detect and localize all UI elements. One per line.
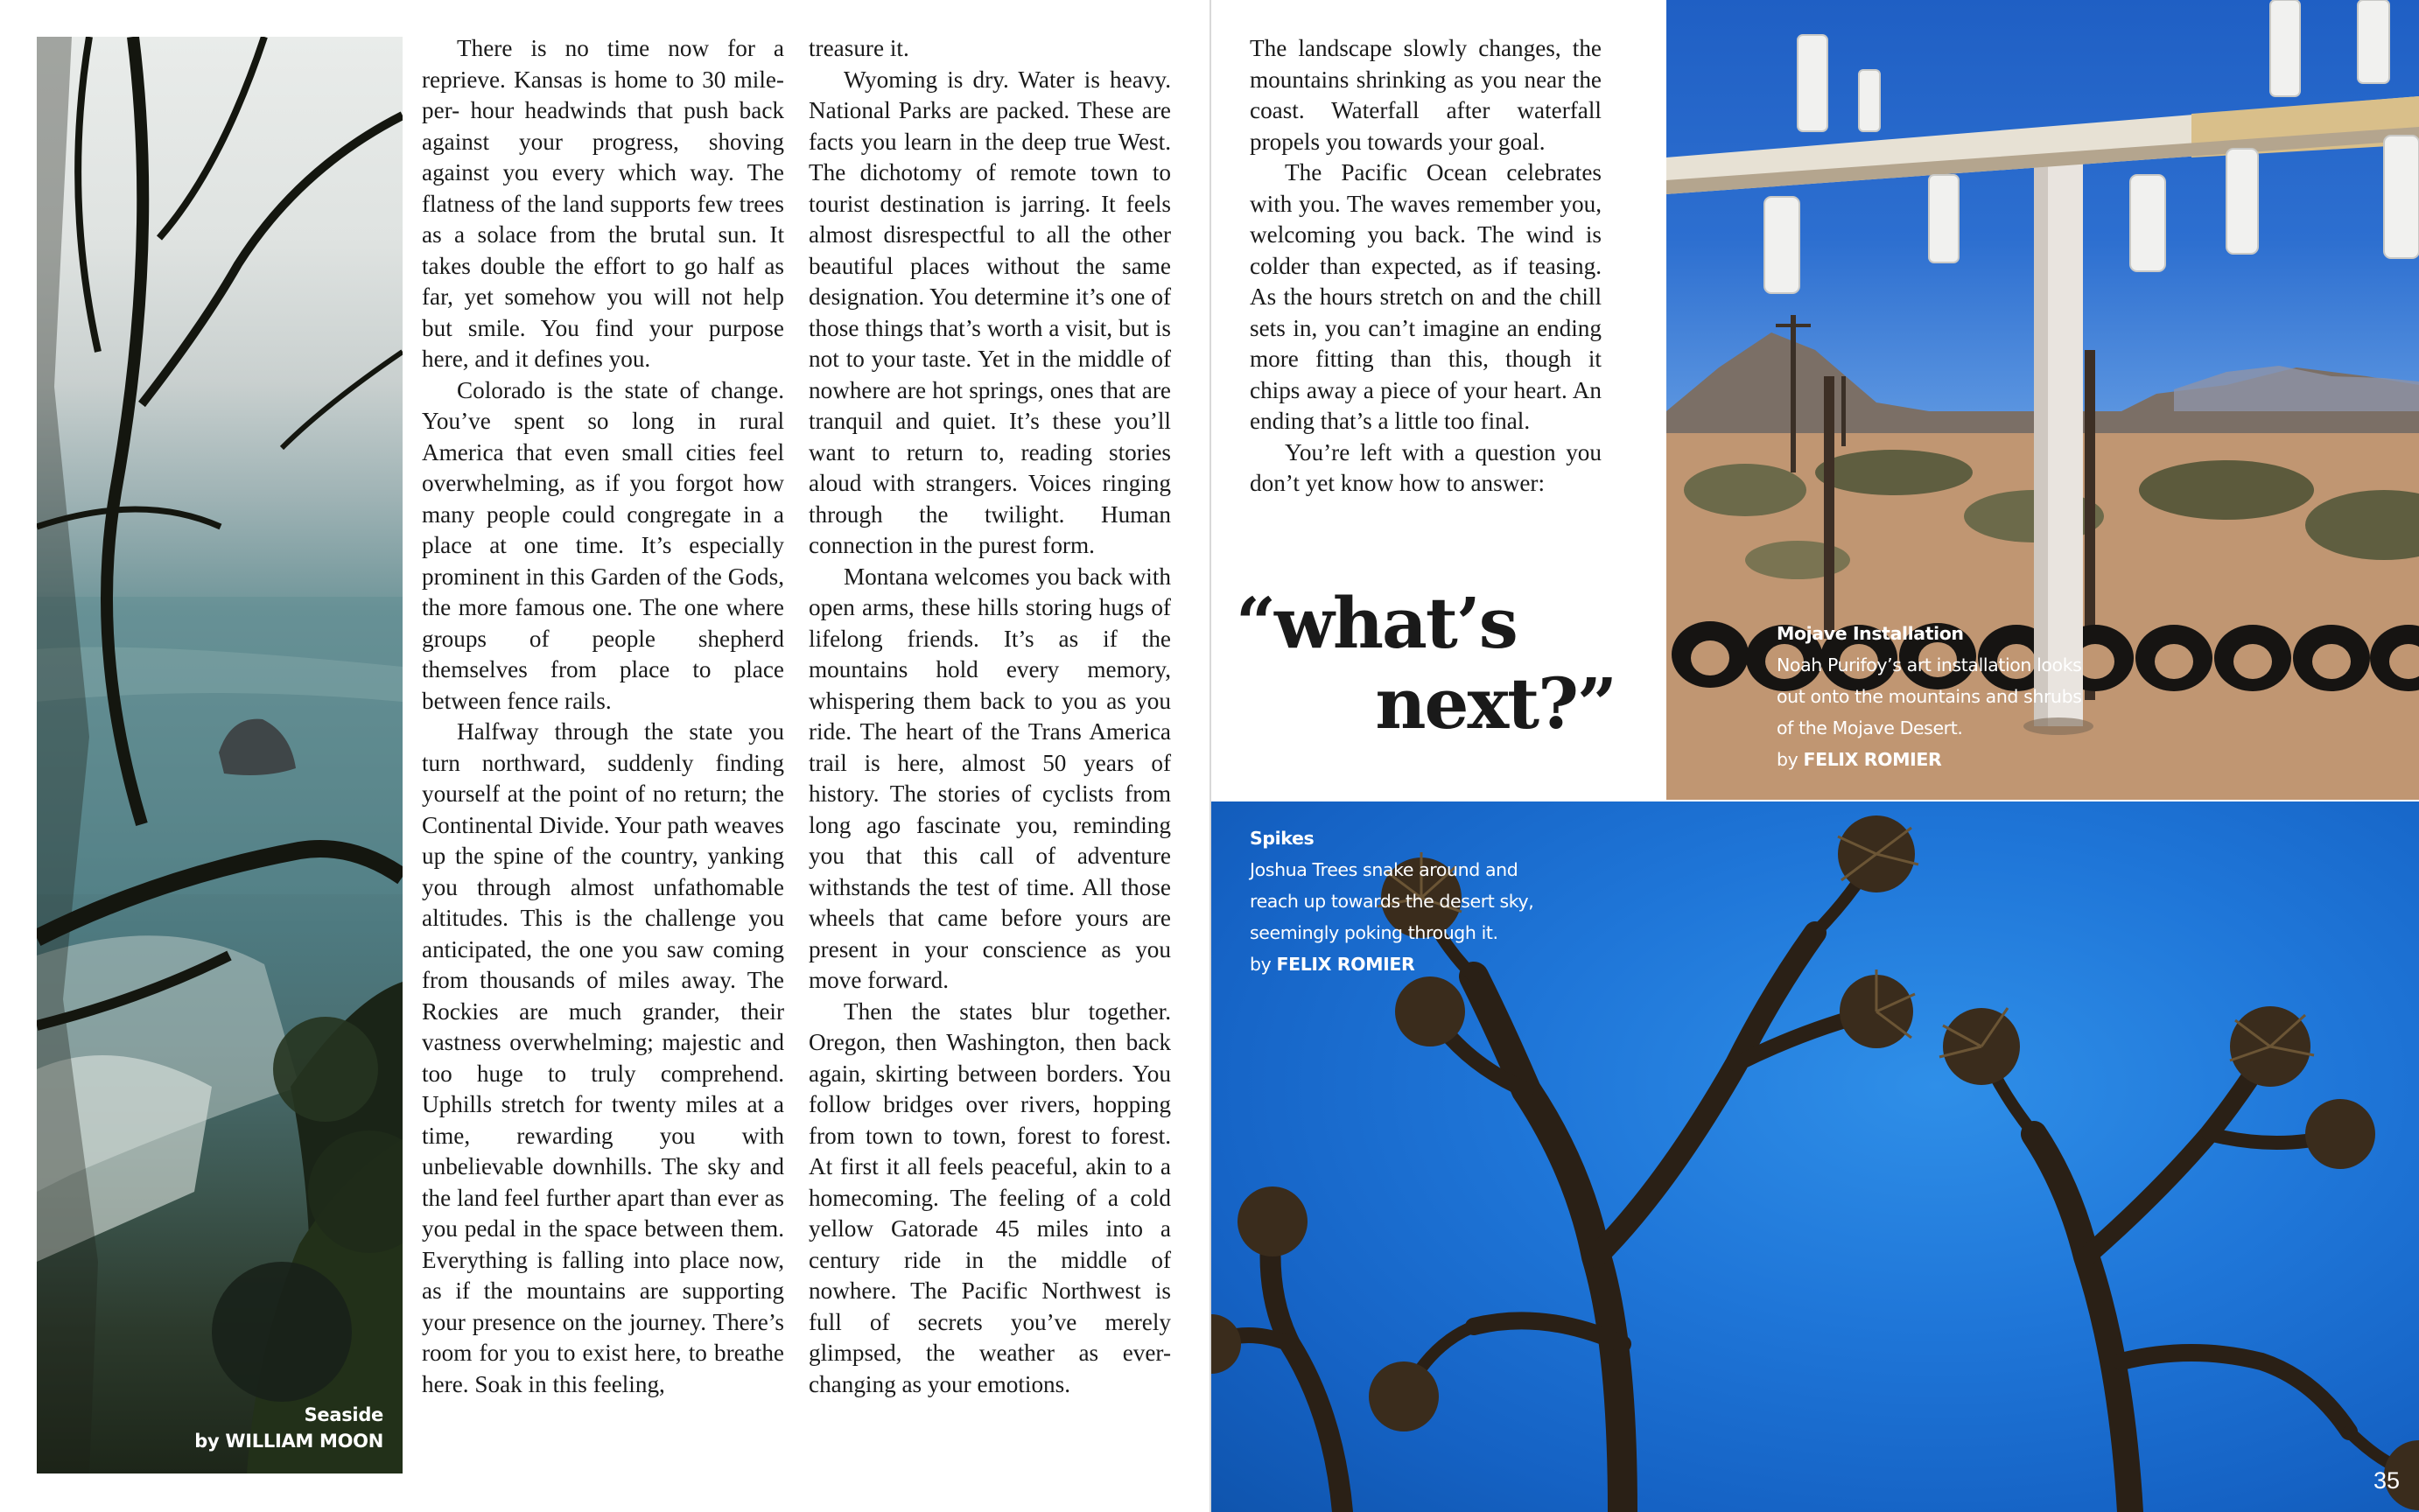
pull-quote-line-2: next?”: [1375, 662, 1616, 745]
mojave-caption-line-2: out onto the mountains and shrubs: [1777, 686, 2082, 707]
spikes-caption-byline: [1250, 948, 1533, 980]
seaside-caption-title: Seaside: [304, 1404, 383, 1425]
pull-quote-line-1: “what’s: [1236, 582, 1517, 664]
mojave-caption-line-1: Noah Purifoy’s art installation looks: [1777, 654, 2082, 676]
mojave-photographer: FELIX ROMIER: [1803, 749, 1942, 770]
article-column-2: [809, 33, 1171, 1400]
article-column-1: [422, 33, 784, 1400]
column-3-paragraph-1: The Pacific Ocean celebrates with you. The waves remember you, welcoming you back. The wind is colder than expected, as if teasing. As the hours stretch on and the chill sets in, you can’t imagine an ending more fitting than this, though it chips away a piece of your heart. An ending that’s a little too final.: [1250, 159, 1602, 434]
spikes-caption-line-2: reach up towards the desert sky,: [1250, 891, 1534, 912]
column-1-paragraph-2: Colorado is the state of change. You’ve spent so long in rural America that even small cities feel overwhelming, as if you forgot how many people could congregate in a place at one time. It’s especially prominent in this Garden of the Gods, the more famous one. The one where groups of people shepherd themselves from place to place between fence rails.: [422, 376, 784, 714]
seaside-caption: [194, 1402, 383, 1454]
column-1-paragraph-3: Halfway through the state you turn northward, suddenly finding yourself at the point of no return; the Continental Divide. Your path weaves up the spine of the country, yanking you through almost unfathomable altitudes. This is the challenge you anticipated, the one you saw coming from thousands of miles away. The Rockies are much grander, their vastness overwhelming; majestic and too huge to truly comprehend. Uphills stretch for twenty miles at a time, rewarding you with unbelievable downhills. The sky and the land feel further apart than ever as you pedal in the space between them. Everything is falling into place now, as if the mountains are supporting your presence on the journey. There’s room for you to exist here, to breathe here. Soak in this feeling,: [422, 718, 784, 1397]
page-number: 35: [2373, 1467, 2400, 1494]
mojave-caption-line-3: of the Mojave Desert.: [1777, 718, 1963, 738]
pull-quote: [1236, 583, 1621, 744]
seaside-photographer: WILLIAM MOON: [225, 1431, 383, 1452]
column-3-continuation: The landscape slowly changes, the mountains shrinking as you near the coast. Waterfall after waterfall propels you towards your goal.: [1250, 35, 1602, 155]
spikes-photographer: FELIX ROMIER: [1276, 954, 1415, 975]
mojave-caption-title: Mojave Installation: [1777, 623, 1964, 644]
mojave-caption: [1777, 618, 2082, 775]
spikes-caption-line-3: seemingly poking through it.: [1250, 922, 1498, 943]
seaside-photo: [37, 37, 403, 1474]
spikes-caption: [1250, 822, 1533, 980]
column-3-paragraph-2: You’re left with a question you don’t yet know how to answer:: [1250, 438, 1602, 496]
right-page: [1211, 0, 2419, 1512]
seaside-photo-art: [37, 37, 403, 1474]
seaside-caption-byline: [194, 1428, 383, 1454]
column-1-paragraph-1: There is no time now for a reprieve. Kansas is home to 30 mile- per- hour headwinds that push back against your progress, shoving against you every which way. The flatness of the land supports few trees as a solace from the brutal sun. It takes double the effort to go half as far, yet somehow you will not help but smile. You find your purpose here, and it defines you.: [422, 35, 784, 372]
spikes-byline-prefix: by: [1250, 954, 1272, 975]
column-2-paragraph-2: Montana welcomes you back with open arms, these hills storing hugs of lifelong friends. It’s as if the mountains hold every memory, whispering them back to you as you ride. The heart of the Trans America trail is here, almost 50 years of history. The stories of cyclists from long ago fascinate you, reminding you that this call of adventure withstands the test of time. All those wheels that came before yours are present in your conscience as you move forward.: [809, 563, 1171, 993]
mojave-byline-prefix: by: [1777, 749, 1798, 770]
column-2-paragraph-3: Then the states blur together. Oregon, then Washington, then back again, skirting between borders. You follow bridges over rivers, hopping from town to town, forest to forest. At first it all feels peaceful, akin to a homecoming. The feeling of a cold yellow Gatorade 45 miles into a century ride in the middle of nowhere. The Pacific Northwest is full of secrets you’ve merely glimpsed, the weather as ever- changing as your emotions.: [809, 998, 1171, 1397]
article-column-3: [1250, 33, 1602, 500]
column-2-continuation: treasure it.: [809, 35, 909, 61]
mojave-caption-byline: [1777, 744, 2082, 775]
column-2-paragraph-1: Wyoming is dry. Water is heavy. National Parks are packed. These are facts you learn in the deep true West. The dichotomy of remote town to tourist destination is jarring. It feels almost disrespectful to all the other beautiful places without the same designation. You determine it’s one of those things that’s worth a visit, but is not to your taste. Yet in the middle of nowhere are hot springs, ones that are tranquil and quiet. It’s these you’ll want to return to, reading stories aloud with strangers. Voices ringing through the twilight. Human connection in the purest form.: [809, 66, 1171, 558]
spikes-caption-title: Spikes: [1250, 828, 1315, 849]
spikes-caption-line-1: Joshua Trees snake around and: [1250, 859, 1518, 880]
seaside-byline-prefix: by: [194, 1431, 220, 1452]
